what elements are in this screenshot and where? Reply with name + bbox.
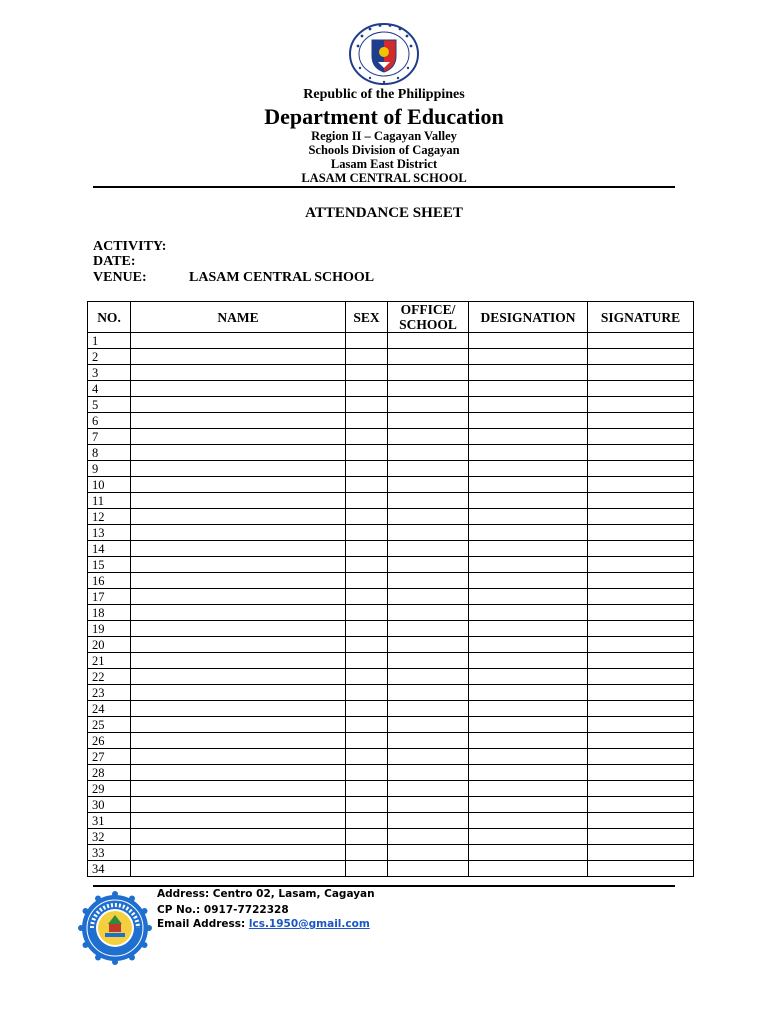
blank-cell[interactable] (469, 733, 588, 749)
blank-cell[interactable] (346, 669, 388, 685)
blank-cell[interactable] (346, 589, 388, 605)
row-number: 23 (88, 685, 131, 701)
column-header-signature: SIGNATURE (588, 302, 694, 333)
blank-cell[interactable] (388, 861, 469, 877)
blank-cell[interactable] (388, 717, 469, 733)
header-republic: Republic of the Philippines (303, 87, 465, 102)
blank-cell[interactable] (346, 381, 388, 397)
blank-cell[interactable] (131, 637, 346, 653)
blank-cell[interactable] (388, 573, 469, 589)
blank-cell[interactable] (388, 445, 469, 461)
table-row (88, 493, 694, 509)
blank-cell[interactable] (131, 781, 346, 797)
blank-cell[interactable] (346, 813, 388, 829)
blank-cell[interactable] (346, 445, 388, 461)
table-row (88, 797, 694, 813)
table-row (88, 701, 694, 717)
column-header-office-school: OFFICE/ SCHOOL (388, 302, 469, 333)
blank-cell[interactable] (388, 525, 469, 541)
blank-cell[interactable] (131, 445, 346, 461)
blank-cell[interactable] (131, 717, 346, 733)
header-district: Lasam East District (330, 157, 438, 171)
row-number: 11 (88, 493, 131, 509)
blank-cell[interactable] (588, 829, 694, 845)
blank-cell[interactable] (346, 605, 388, 621)
blank-cell[interactable] (346, 701, 388, 717)
blank-cell[interactable] (469, 589, 588, 605)
blank-cell[interactable] (469, 717, 588, 733)
blank-cell[interactable] (388, 349, 469, 365)
table-row (88, 845, 694, 861)
blank-cell[interactable] (388, 749, 469, 765)
blank-cell[interactable] (388, 557, 469, 573)
blank-cell[interactable] (346, 365, 388, 381)
blank-cell[interactable] (469, 749, 588, 765)
blank-cell[interactable] (588, 333, 694, 349)
blank-cell[interactable] (346, 845, 388, 861)
attendance-table-body (88, 333, 694, 877)
blank-cell[interactable] (131, 733, 346, 749)
blank-cell[interactable] (131, 493, 346, 509)
header-division: Schools Division of Cagayan (308, 143, 460, 157)
table-row (88, 733, 694, 749)
blank-cell[interactable] (131, 461, 346, 477)
blank-cell[interactable] (346, 541, 388, 557)
email-link[interactable]: lcs.1950@gmail.com (248, 918, 370, 930)
blank-cell[interactable] (388, 637, 469, 653)
blank-cell[interactable] (469, 573, 588, 589)
blank-cell[interactable] (469, 781, 588, 797)
blank-cell[interactable] (388, 429, 469, 445)
blank-cell[interactable] (588, 685, 694, 701)
footer-email-line (157, 918, 370, 930)
blank-cell[interactable] (346, 621, 388, 637)
blank-cell[interactable] (346, 493, 388, 509)
column-header-no: NO. (88, 302, 131, 333)
blank-cell[interactable] (388, 381, 469, 397)
blank-cell[interactable] (346, 717, 388, 733)
row-number: 21 (88, 653, 131, 669)
blank-cell[interactable] (388, 621, 469, 637)
attendance-table (87, 301, 694, 877)
blank-cell[interactable] (388, 493, 469, 509)
row-number: 3 (88, 365, 131, 381)
footer-email-label: Email Address: (157, 918, 249, 930)
blank-cell[interactable] (131, 365, 346, 381)
row-number: 24 (88, 701, 131, 717)
blank-cell[interactable] (346, 397, 388, 413)
blank-cell[interactable] (131, 621, 346, 637)
blank-cell[interactable] (346, 461, 388, 477)
blank-cell[interactable] (469, 829, 588, 845)
row-number: 34 (88, 861, 131, 877)
blank-cell[interactable] (588, 797, 694, 813)
table-row (88, 413, 694, 429)
blank-cell[interactable] (588, 493, 694, 509)
blank-cell[interactable] (588, 669, 694, 685)
blank-cell[interactable] (131, 429, 346, 445)
blank-cell[interactable] (131, 685, 346, 701)
blank-cell[interactable] (388, 541, 469, 557)
table-row (88, 397, 694, 413)
row-number: 6 (88, 413, 131, 429)
row-number: 22 (88, 669, 131, 685)
blank-cell[interactable] (346, 349, 388, 365)
blank-cell[interactable] (588, 621, 694, 637)
row-number: 13 (88, 525, 131, 541)
blank-cell[interactable] (346, 733, 388, 749)
row-number: 18 (88, 605, 131, 621)
blank-cell[interactable] (588, 413, 694, 429)
blank-cell[interactable] (588, 573, 694, 589)
blank-cell[interactable] (588, 397, 694, 413)
blank-cell[interactable] (131, 653, 346, 669)
blank-cell[interactable] (588, 541, 694, 557)
blank-cell[interactable] (588, 509, 694, 525)
blank-cell[interactable] (469, 621, 588, 637)
blank-cell[interactable] (469, 797, 588, 813)
blank-cell[interactable] (469, 525, 588, 541)
header-school: LASAM CENTRAL SCHOOL (301, 171, 467, 185)
blank-cell[interactable] (588, 605, 694, 621)
blank-cell[interactable] (588, 749, 694, 765)
blank-cell[interactable] (469, 461, 588, 477)
blank-cell[interactable] (469, 445, 588, 461)
blank-cell[interactable] (388, 701, 469, 717)
blank-cell[interactable] (131, 477, 346, 493)
column-header-name: NAME (131, 302, 346, 333)
table-row (88, 445, 694, 461)
blank-cell[interactable] (346, 765, 388, 781)
table-row (88, 349, 694, 365)
row-number: 30 (88, 797, 131, 813)
blank-cell[interactable] (469, 669, 588, 685)
column-header-sex: SEX (346, 302, 388, 333)
row-number: 16 (88, 573, 131, 589)
blank-cell[interactable] (346, 781, 388, 797)
table-row (88, 781, 694, 797)
table-row (88, 669, 694, 685)
table-row (88, 717, 694, 733)
row-number: 29 (88, 781, 131, 797)
row-number: 20 (88, 637, 131, 653)
blank-cell[interactable] (588, 477, 694, 493)
row-number: 31 (88, 813, 131, 829)
blank-cell[interactable] (469, 557, 588, 573)
blank-cell[interactable] (388, 765, 469, 781)
table-row (88, 861, 694, 877)
blank-cell[interactable] (346, 829, 388, 845)
blank-cell[interactable] (469, 429, 588, 445)
blank-cell[interactable] (588, 589, 694, 605)
table-row (88, 365, 694, 381)
row-number: 33 (88, 845, 131, 861)
row-number: 26 (88, 733, 131, 749)
blank-cell[interactable] (588, 717, 694, 733)
table-row (88, 429, 694, 445)
blank-cell[interactable] (388, 461, 469, 477)
blank-cell[interactable] (346, 333, 388, 349)
table-row (88, 461, 694, 477)
blank-cell[interactable] (469, 509, 588, 525)
blank-cell[interactable] (388, 365, 469, 381)
blank-cell[interactable] (388, 685, 469, 701)
blank-cell[interactable] (469, 605, 588, 621)
blank-cell[interactable] (469, 397, 588, 413)
blank-cell[interactable] (469, 861, 588, 877)
table-row (88, 477, 694, 493)
blank-cell[interactable] (346, 429, 388, 445)
blank-cell[interactable] (131, 557, 346, 573)
blank-cell[interactable] (131, 797, 346, 813)
table-row (88, 509, 694, 525)
blank-cell[interactable] (588, 653, 694, 669)
table-row (88, 653, 694, 669)
blank-cell[interactable] (131, 765, 346, 781)
blank-cell[interactable] (388, 669, 469, 685)
venue-label: VENUE: (93, 270, 147, 285)
table-row (88, 637, 694, 653)
blank-cell[interactable] (388, 397, 469, 413)
blank-cell[interactable] (588, 701, 694, 717)
table-row (88, 765, 694, 781)
blank-cell[interactable] (131, 589, 346, 605)
row-number: 32 (88, 829, 131, 845)
row-number: 17 (88, 589, 131, 605)
blank-cell[interactable] (469, 653, 588, 669)
table-row (88, 541, 694, 557)
blank-cell[interactable] (588, 381, 694, 397)
blank-cell[interactable] (588, 861, 694, 877)
footer-divider (93, 885, 675, 887)
blank-cell[interactable] (588, 557, 694, 573)
blank-cell[interactable] (588, 637, 694, 653)
blank-cell[interactable] (588, 365, 694, 381)
blank-cell[interactable] (588, 765, 694, 781)
blank-cell[interactable] (346, 685, 388, 701)
row-number: 10 (88, 477, 131, 493)
table-row (88, 621, 694, 637)
blank-cell[interactable] (469, 765, 588, 781)
column-header-designation: DESIGNATION (469, 302, 588, 333)
blank-cell[interactable] (131, 701, 346, 717)
table-row (88, 381, 694, 397)
table-row (88, 573, 694, 589)
blank-cell[interactable] (469, 813, 588, 829)
blank-cell[interactable] (588, 733, 694, 749)
header-department: Department of Education (264, 104, 504, 129)
blank-cell[interactable] (131, 381, 346, 397)
blank-cell[interactable] (388, 333, 469, 349)
blank-cell[interactable] (346, 509, 388, 525)
header-region: Region II – Cagayan Valley (311, 129, 457, 143)
blank-cell[interactable] (388, 605, 469, 621)
row-number: 15 (88, 557, 131, 573)
blank-cell[interactable] (346, 413, 388, 429)
blank-cell[interactable] (388, 781, 469, 797)
activity-label: ACTIVITY: (93, 239, 167, 254)
blank-cell[interactable] (588, 429, 694, 445)
blank-cell[interactable] (346, 861, 388, 877)
blank-cell[interactable] (588, 813, 694, 829)
footer-address: Address: Centro 02, Lasam, Cagayan (157, 888, 375, 900)
blank-cell[interactable] (588, 349, 694, 365)
blank-cell[interactable] (388, 413, 469, 429)
blank-cell[interactable] (131, 525, 346, 541)
row-number: 1 (88, 333, 131, 349)
row-number: 14 (88, 541, 131, 557)
table-row (88, 813, 694, 829)
blank-cell[interactable] (346, 525, 388, 541)
blank-cell[interactable] (131, 573, 346, 589)
blank-cell[interactable] (469, 349, 588, 365)
blank-cell[interactable] (346, 749, 388, 765)
row-number: 25 (88, 717, 131, 733)
row-number: 9 (88, 461, 131, 477)
blank-cell[interactable] (388, 509, 469, 525)
date-label: DATE: (93, 254, 136, 269)
table-row (88, 685, 694, 701)
blank-cell[interactable] (469, 333, 588, 349)
blank-cell[interactable] (346, 653, 388, 669)
blank-cell[interactable] (131, 397, 346, 413)
blank-cell[interactable] (131, 333, 346, 349)
blank-cell[interactable] (388, 589, 469, 605)
table-row (88, 829, 694, 845)
blank-cell[interactable] (469, 541, 588, 557)
blank-cell[interactable] (469, 477, 588, 493)
blank-cell[interactable] (388, 829, 469, 845)
row-number: 4 (88, 381, 131, 397)
blank-cell[interactable] (346, 557, 388, 573)
deped-seal-logo (348, 22, 420, 86)
blank-cell[interactable] (346, 477, 388, 493)
school-seal-logo (78, 891, 152, 965)
row-number: 27 (88, 749, 131, 765)
blank-cell[interactable] (131, 541, 346, 557)
venue-value: LASAM CENTRAL SCHOOL (189, 270, 375, 285)
blank-cell[interactable] (131, 749, 346, 765)
blank-cell[interactable] (388, 653, 469, 669)
table-row (88, 525, 694, 541)
blank-cell[interactable] (346, 797, 388, 813)
header-divider (93, 186, 675, 188)
table-header-row (88, 302, 694, 333)
blank-cell[interactable] (388, 477, 469, 493)
blank-cell[interactable] (131, 829, 346, 845)
table-row (88, 333, 694, 349)
blank-cell[interactable] (388, 797, 469, 813)
blank-cell[interactable] (131, 813, 346, 829)
blank-cell[interactable] (388, 813, 469, 829)
blank-cell[interactable] (346, 573, 388, 589)
blank-cell[interactable] (131, 349, 346, 365)
row-number: 28 (88, 765, 131, 781)
blank-cell[interactable] (469, 493, 588, 509)
blank-cell[interactable] (588, 845, 694, 861)
row-number: 8 (88, 445, 131, 461)
blank-cell[interactable] (588, 781, 694, 797)
blank-cell[interactable] (469, 381, 588, 397)
blank-cell[interactable] (469, 365, 588, 381)
blank-cell[interactable] (388, 845, 469, 861)
blank-cell[interactable] (131, 861, 346, 877)
blank-cell[interactable] (131, 669, 346, 685)
blank-cell[interactable] (469, 637, 588, 653)
blank-cell[interactable] (469, 701, 588, 717)
blank-cell[interactable] (469, 845, 588, 861)
blank-cell[interactable] (131, 845, 346, 861)
footer-cp-number: CP No.: 0917-7722328 (157, 904, 289, 916)
row-number: 19 (88, 621, 131, 637)
blank-cell[interactable] (346, 637, 388, 653)
blank-cell[interactable] (131, 413, 346, 429)
blank-cell[interactable] (588, 461, 694, 477)
blank-cell[interactable] (588, 445, 694, 461)
page-title: ATTENDANCE SHEET (305, 205, 463, 221)
blank-cell[interactable] (469, 413, 588, 429)
row-number: 7 (88, 429, 131, 445)
table-row (88, 589, 694, 605)
blank-cell[interactable] (588, 525, 694, 541)
row-number: 5 (88, 397, 131, 413)
table-row (88, 557, 694, 573)
table-row (88, 605, 694, 621)
blank-cell[interactable] (388, 733, 469, 749)
table-row (88, 749, 694, 765)
row-number: 2 (88, 349, 131, 365)
row-number: 12 (88, 509, 131, 525)
blank-cell[interactable] (131, 605, 346, 621)
blank-cell[interactable] (469, 685, 588, 701)
blank-cell[interactable] (131, 509, 346, 525)
